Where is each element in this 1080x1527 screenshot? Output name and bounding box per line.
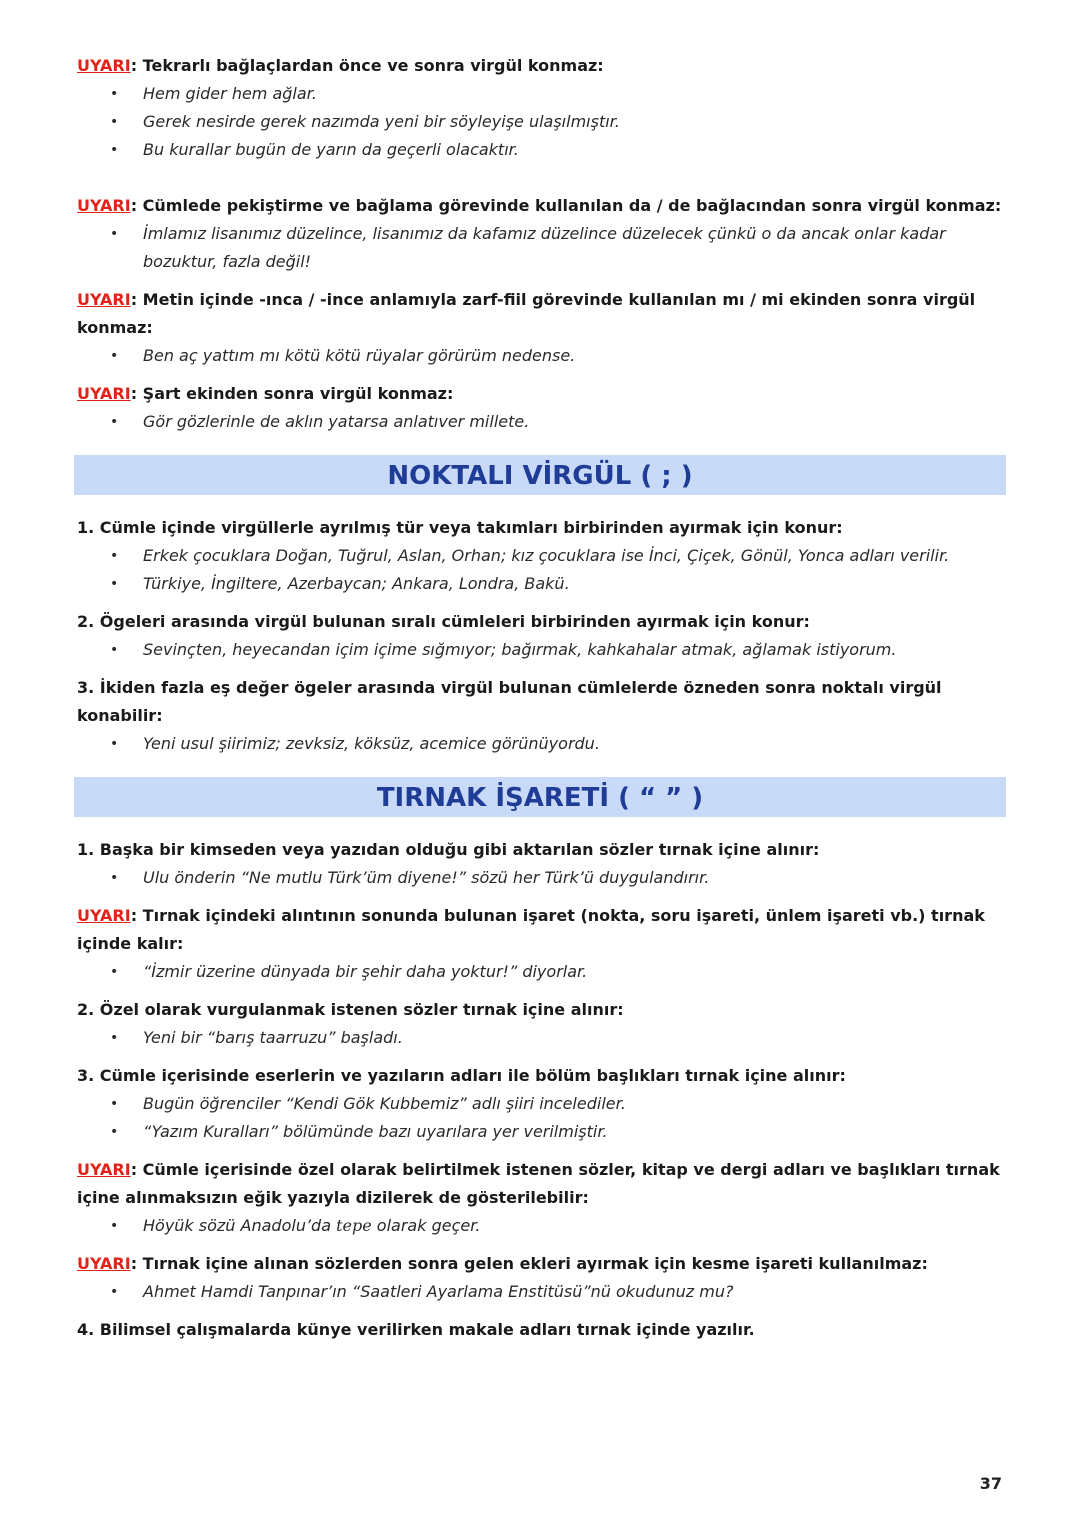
list-item: • Ben aç yattım mı kötü kötü rüyalar görürüm nedense. (77, 342, 1007, 370)
example-list (77, 408, 1007, 436)
warning-label: UYARI (77, 906, 131, 925)
example-list (77, 220, 1007, 276)
example-list (77, 1212, 1007, 1240)
example-list (77, 636, 1007, 664)
numbered-rule: 2. Ögeleri arasında virgül bulunan sıralı cümleleri birbirinden ayırmak için konur: (77, 612, 810, 631)
list-item: • Hem gider hem ağlar. (77, 80, 1007, 108)
warning-rule: UYARI: Cümlede pekiştirme ve bağlama görevinde kullanılan da / de bağlacından sonra virgül konmaz: (77, 196, 1002, 215)
example-list (77, 1024, 1007, 1052)
list-item: • “Yazım Kuralları” bölümünde bazı uyarılara yer verilmiştir. (77, 1118, 1007, 1146)
list-item: • Höyük sözü Anadolu’da tepe olarak geçer. (77, 1212, 1007, 1240)
example-list (77, 730, 1007, 758)
example-list (77, 958, 1007, 986)
list-item: • Gör gözlerinle de aklın yatarsa anlatıver millete. (77, 408, 1007, 436)
example-list (77, 342, 1007, 370)
warning-rule: UYARI: Cümle içerisinde özel olarak belirtilmek istenen sözler, kitap ve dergi adları ve başlıkları tırnak içine alınmaksızın eğik yazıyla dizilerek de gösterilebilir: (77, 1160, 1000, 1207)
numbered-rule: 1. Cümle içinde virgüllerle ayrılmış tür veya takımları birbirinden ayırmak için konur: (77, 518, 843, 537)
emphasized-word: tepe (336, 1216, 372, 1235)
warning-rule: UYARI: Tekrarlı bağlaçlardan önce ve sonra virgül konmaz: (77, 56, 604, 75)
list-item: • Türkiye, İngiltere, Azerbaycan; Ankara, Londra, Bakü. (77, 570, 1007, 598)
list-item: • Gerek nesirde gerek nazımda yeni bir söyleyişe ulaşılmıştır. (77, 108, 1007, 136)
example-list (77, 864, 1007, 892)
numbered-rule: 2. Özel olarak vurgulanmak istenen sözler tırnak içine alınır: (77, 1000, 624, 1019)
warning-label: UYARI (77, 384, 131, 403)
warning-label: UYARI (77, 56, 131, 75)
list-item: • Erkek çocuklara Doğan, Tuğrul, Aslan, Orhan; kız çocuklara ise İnci, Çiçek, Gönül, Yonca adları verilir. (77, 542, 1007, 570)
numbered-rule: 3. Cümle içerisinde eserlerin ve yazıların adları ile bölüm başlıkları tırnak içine alınır: (77, 1066, 846, 1085)
warning-label: UYARI (77, 290, 131, 309)
warning-rule: UYARI: Metin içinde -ınca / -ince anlamıyla zarf-fiil görevinde kullanılan mı / mi ekinden sonra virgül konmaz: (77, 290, 976, 337)
list-item: • İmlamız lisanımız düzelince, lisanımız da kafamız düzelince düzelecek çünkü o da ancak onlar kadar bozuktur, fazla değil! (77, 220, 1007, 276)
numbered-rule: 3. İkiden fazla eş değer ögeler arasında virgül bulunan cümlelerde özneden sonra noktalı virgül konabilir: (77, 678, 942, 725)
section-heading-tirnak-isareti: TIRNAK İŞARETİ ( “ ” ) (74, 777, 1006, 817)
warning-label: UYARI (77, 196, 131, 215)
list-item: • Bugün öğrenciler “Kendi Gök Kubbemiz” adlı şiiri incelediler. (77, 1090, 1007, 1118)
warning-rule: UYARI: Tırnak içine alınan sözlerden sonra gelen ekleri ayırmak için kesme işareti kullanılmaz: (77, 1254, 928, 1273)
example-list (77, 80, 1007, 164)
list-item: • Bu kurallar bugün de yarın da geçerli olacaktır. (77, 136, 1007, 164)
example-list (77, 1090, 1007, 1146)
list-item: • Ulu önderin “Ne mutlu Türk’üm diyene!” sözü her Türk’ü duygulandırır. (77, 864, 1007, 892)
list-item: • Yeni bir “barış taarruzu” başladı. (77, 1024, 1007, 1052)
warning-rule: UYARI: Şart ekinden sonra virgül konmaz: (77, 384, 454, 403)
section-heading-noktali-virgul: NOKTALI VİRGÜL ( ; ) (74, 455, 1006, 495)
page-content (77, 52, 1007, 1344)
example-list (77, 1278, 1007, 1306)
list-item: • Ahmet Hamdi Tanpınar’ın “Saatleri Ayarlama Enstitüsü”nü okudunuz mu? (77, 1278, 1007, 1306)
warning-label: UYARI (77, 1254, 131, 1273)
numbered-rule: 1. Başka bir kimseden veya yazıdan olduğu gibi aktarılan sözler tırnak içine alınır: (77, 840, 820, 859)
numbered-rule: 4. Bilimsel çalışmalarda künye verilirken makale adları tırnak içinde yazılır. (77, 1320, 755, 1339)
list-item: • “İzmir üzerine dünyada bir şehir daha yoktur!” diyorlar. (77, 958, 1007, 986)
warning-label: UYARI (77, 1160, 131, 1179)
list-item: • Yeni usul şiirimiz; zevksiz, köksüz, acemice görünüyordu. (77, 730, 1007, 758)
example-list (77, 542, 1007, 598)
warning-rule: UYARI: Tırnak içindeki alıntının sonunda bulunan işaret (nokta, soru işareti, ünlem işareti vb.) tırnak içinde kalır: (77, 906, 985, 953)
list-item: • Sevinçten, heyecandan içim içime sığmıyor; bağırmak, kahkahalar atmak, ağlamak istiyorum. (77, 636, 1007, 664)
page-number: 37 (979, 1474, 1002, 1493)
